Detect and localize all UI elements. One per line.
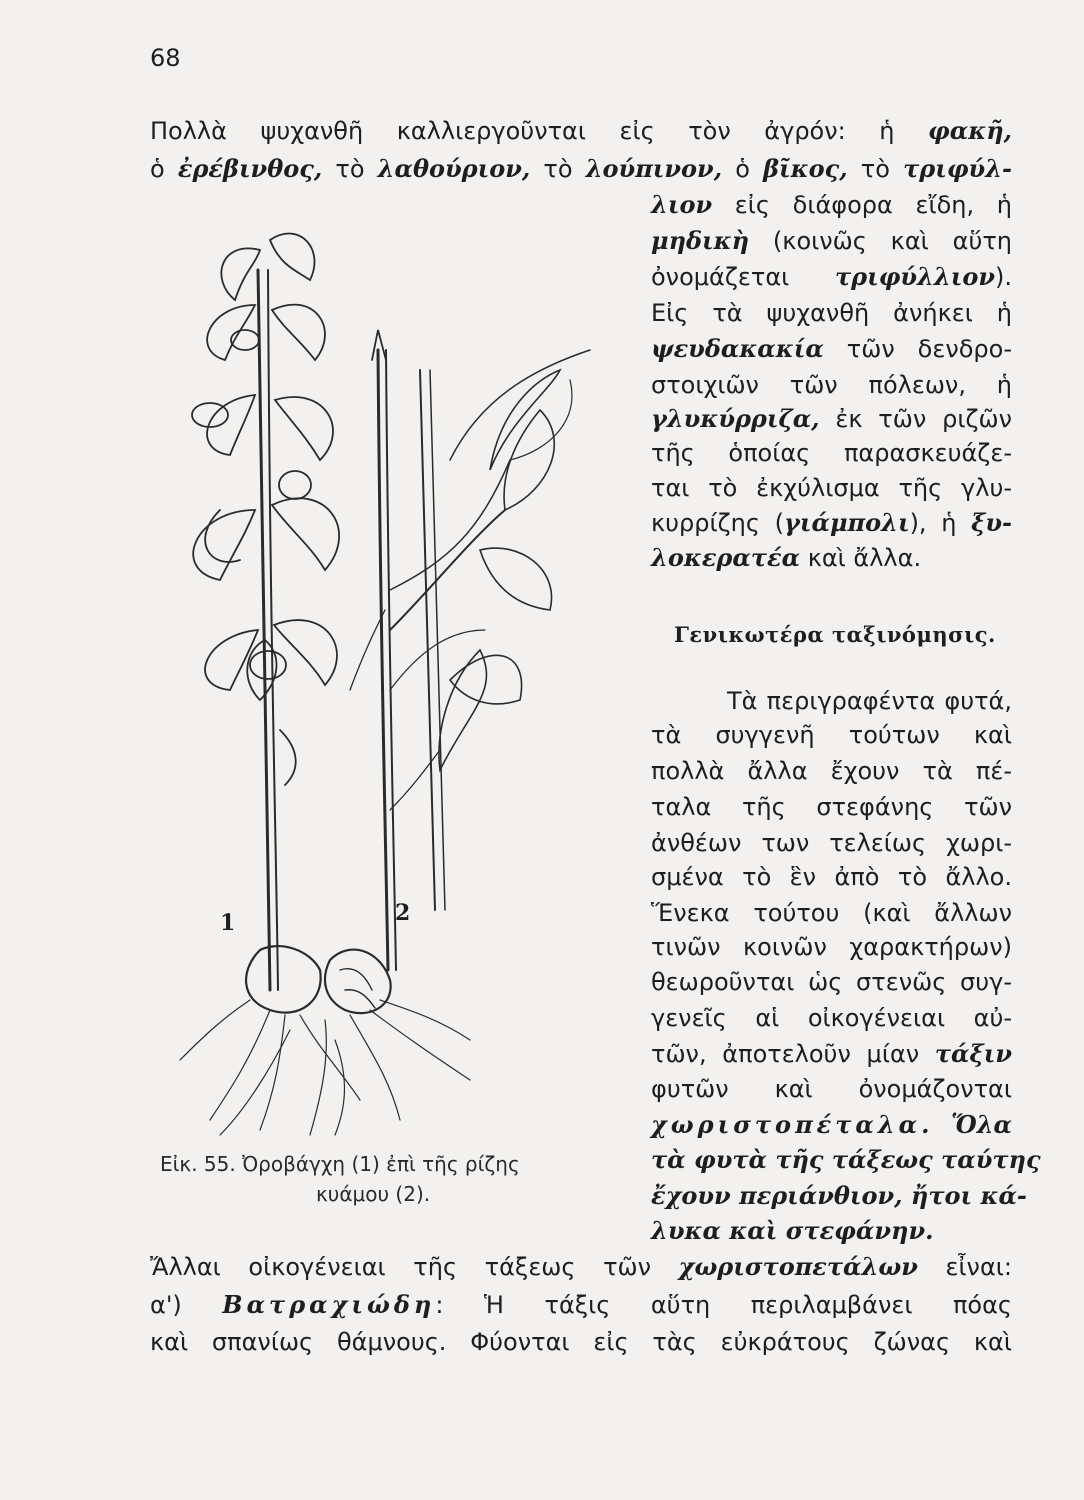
text-line: γλυκύρριζα, ἐκ τῶν ριζῶν (651, 404, 1012, 433)
figure-caption: Εἰκ. 55. Ὀροβάγχη (1) ἐπὶ τῆς ρίζης (160, 1152, 520, 1176)
text-line: καὶ σπανίως θάμνους. Φύονται εἰς τὰς εὐκράτους ζώνας καὶ (150, 1328, 1012, 1356)
figure-label-2: 2 (395, 900, 411, 926)
text-line: στοιχιῶν τῶν πόλεων, ἡ (651, 371, 1012, 399)
text-line: μηδικὴ (κοινῶς καὶ αὕτη (651, 226, 1012, 255)
text-line: σμένα τὸ ἓν ἀπὸ τὸ ἄλλο. (651, 863, 1012, 891)
text-line: λοκερατέα καὶ ἄλλα. (651, 543, 922, 572)
text-line: τὰ συγγενῆ τούτων καὶ (651, 721, 1012, 749)
text-line: ἔχουν περιάνθιον, ἤτοι κά- (651, 1181, 1027, 1210)
text-line: Ἄλλαι οἰκογένειαι τῆς τάξεως τῶν χωριστοπετάλων εἶναι: (150, 1252, 1012, 1281)
text-line: θεωροῦνται ὡς στενῶς συγ- (651, 968, 1012, 996)
figure-caption-cont: κυάμου (2). (316, 1182, 431, 1206)
text-line: ἀνθέων των τελείως χωρι- (651, 829, 1012, 857)
text-line: πολλὰ ἄλλα ἔχουν τὰ πέ- (651, 757, 1012, 785)
text-line: γενεῖς αἱ οἰκογένειαι αὐ- (651, 1004, 1012, 1032)
text-line: χωριστοπέταλα. Ὅλα (651, 1110, 1012, 1139)
text-line: α') Βατραχιώδη: Ἡ τάξις αὕτη περιλαμβάνει πόας (150, 1290, 1012, 1319)
text-line: Εἰς τὰ ψυχανθῆ ἀνήκει ἡ (651, 299, 1012, 327)
text-line: ταλα τῆς στεφάνης τῶν (651, 793, 1012, 821)
text-line: φυτῶν καὶ ὀνομάζονται (651, 1075, 1012, 1103)
text-line: τῶν, ἀποτελοῦν μίαν τάξιν (651, 1039, 1012, 1068)
orobanche-illustration (150, 210, 620, 1140)
text-line: Πολλὰ ψυχανθῆ καλλιεργοῦνται εἰς τὸν ἀγρόν: ἡ φακῆ, (150, 116, 1012, 145)
text-line: ὁ ἐρέβινθος, τὸ λαθούριον, τὸ λούπινον, ὁ βῖκος, τὸ τριφύλ- (150, 154, 1012, 183)
page-number: 68 (150, 44, 181, 72)
text-line: λυκα καὶ στεφάνην. (651, 1216, 934, 1245)
text-line: ψευδακακία τῶν δενδρο- (651, 334, 1012, 363)
section-heading: Γενικωτέρα ταξινόμησις. (674, 622, 996, 647)
text-line: Ἕνεκα τούτου (καὶ ἄλλων (651, 899, 1012, 927)
text-line: Τὰ περιγραφέντα φυτά, (727, 687, 1012, 715)
text-line: κυρρίζης (γιάμπολι), ἡ ξυ- (651, 508, 1012, 537)
text-line: ὀνομάζεται τριφύλλιον). (651, 262, 1012, 291)
text-line: λιον εἰς διάφορα εἴδη, ἡ (651, 190, 1012, 219)
figure-label-1: 1 (220, 910, 236, 936)
text-line: τῆς ὁποίας παρασκευάζε- (651, 439, 1012, 467)
text-line: ται τὸ ἐκχύλισμα τῆς γλυ- (651, 474, 1012, 502)
text-line: τὰ φυτὰ τῆς τάξεως ταύτης (651, 1145, 1041, 1174)
text-line: τινῶν κοινῶν χαρακτήρων) (651, 933, 1012, 961)
